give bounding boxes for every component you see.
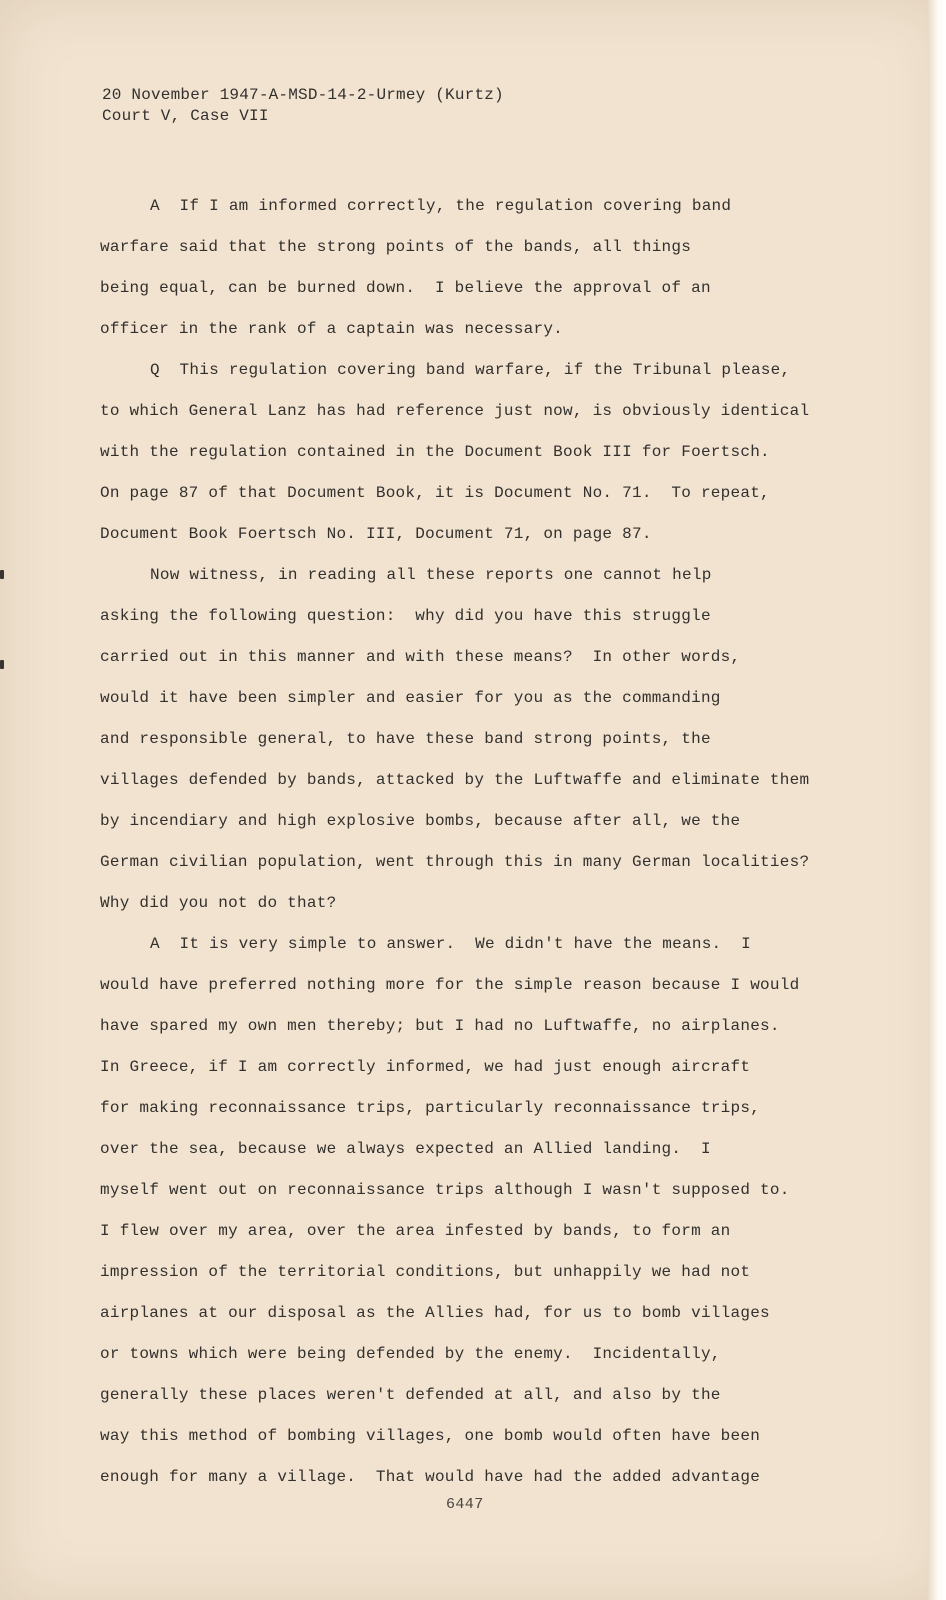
text-line: myself went out on reconnaissance trips although I wasn't supposed to. — [100, 1181, 790, 1199]
text-line: airplanes at our disposal as the Allies had, for us to bomb villages — [100, 1304, 770, 1322]
text-line: German civilian population, went through this in many German localities? — [100, 853, 810, 871]
text-line: villages defended by bands, attacked by the Luftwaffe and eliminate them — [100, 771, 810, 789]
header-court-line: Court V, Case VII — [102, 107, 269, 125]
page-number: 6447 — [446, 1496, 484, 1513]
text-line: way this method of bombing villages, one bomb would often have been — [100, 1427, 761, 1445]
text-line: over the sea, because we always expected an Allied landing. I — [100, 1140, 711, 1158]
text-line: A If I am informed correctly, the regulation covering band — [150, 197, 732, 215]
text-line: Why did you not do that? — [100, 894, 337, 912]
text-line: Now witness, in reading all these reports one cannot help — [150, 566, 712, 584]
text-line: On page 87 of that Document Book, it is Document No. 71. To repeat, — [100, 484, 770, 502]
text-line: enough for many a village. That would have had the added advantage — [100, 1468, 761, 1486]
text-line: Document Book Foertsch No. III, Document 71, on page 87. — [100, 525, 652, 543]
text-line: and responsible general, to have these band strong points, the — [100, 730, 711, 748]
text-line: would it have been simpler and easier for you as the commanding — [100, 689, 721, 707]
text-line: warfare said that the strong points of the bands, all things — [100, 238, 692, 256]
text-line: by incendiary and high explosive bombs, because after all, we the — [100, 812, 741, 830]
text-line: Q This regulation covering band warfare, if the Tribunal please, — [150, 361, 791, 379]
text-line: being equal, can be burned down. I believe the approval of an — [100, 279, 711, 297]
text-line: have spared my own men thereby; but I had no Luftwaffe, no airplanes. — [100, 1017, 780, 1035]
text-line: for making reconnaissance trips, particularly reconnaissance trips, — [100, 1099, 761, 1117]
margin-mark — [0, 660, 4, 669]
margin-mark — [0, 570, 4, 579]
text-line: with the regulation contained in the Document Book III for Foertsch. — [100, 443, 770, 461]
text-line: A It is very simple to answer. We didn't have the means. I — [150, 935, 751, 953]
text-line: would have preferred nothing more for the simple reason because I would — [100, 976, 800, 994]
text-line: officer in the rank of a captain was necessary. — [100, 320, 564, 338]
text-line: to which General Lanz has had reference just now, is obviously identical — [100, 402, 810, 420]
page-edge — [928, 0, 946, 1600]
text-line: I flew over my area, over the area infested by bands, to form an — [100, 1222, 731, 1240]
text-line: In Greece, if I am correctly informed, we had just enough aircraft — [100, 1058, 751, 1076]
text-line: or towns which were being defended by the enemy. Incidentally, — [100, 1345, 721, 1363]
text-line: generally these places weren't defended at all, and also by the — [100, 1386, 721, 1404]
text-line: impression of the territorial conditions, but unhappily we had not — [100, 1263, 751, 1281]
header-date-line: 20 November 1947-A-MSD-14-2-Urmey (Kurtz) — [102, 86, 504, 104]
text-line: carried out in this manner and with these means? In other words, — [100, 648, 741, 666]
text-line: asking the following question: why did you have this struggle — [100, 607, 711, 625]
document-header — [102, 85, 504, 127]
transcript-body — [100, 186, 880, 1498]
